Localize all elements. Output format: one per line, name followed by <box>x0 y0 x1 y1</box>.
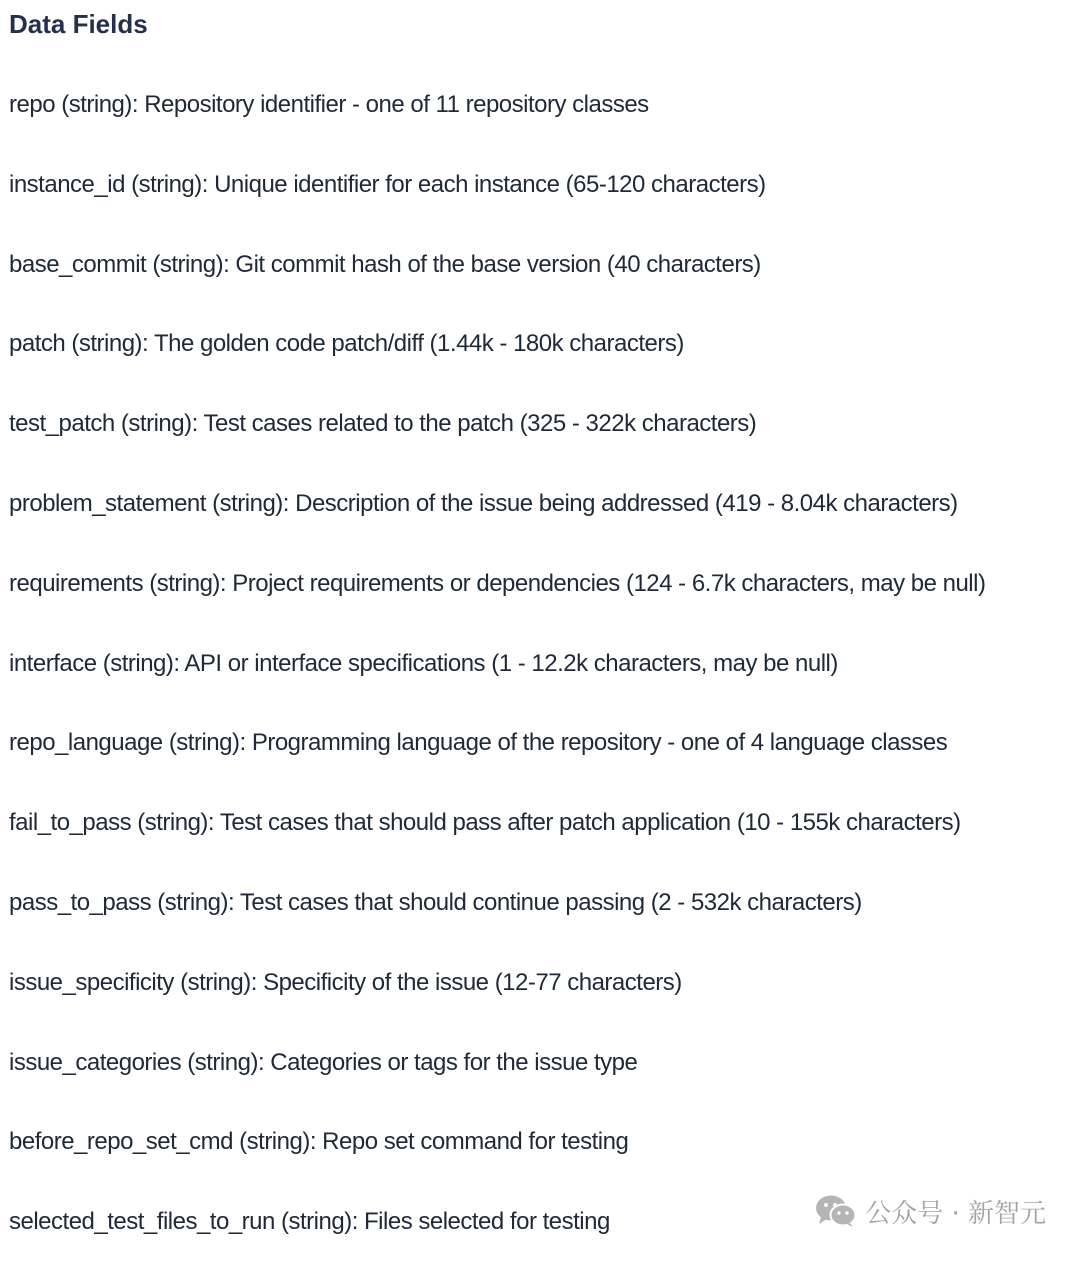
field-item-issue-categories: issue_categories (string): Categories or tags for the issue type <box>9 1048 638 1076</box>
field-item-fail-to-pass: fail_to_pass (string): Test cases that should pass after patch application (10 - 155k characters) <box>9 809 961 837</box>
watermark <box>815 1191 1046 1231</box>
field-item-patch: patch (string): The golden code patch/diff (1.44k - 180k characters) <box>9 330 684 358</box>
watermark-text: 公众号 · 新智元 <box>865 1198 1046 1229</box>
field-item-base-commit: base_commit (string): Git commit hash of the base version (40 characters) <box>9 250 761 278</box>
section-title: Data Fields <box>9 9 148 39</box>
wechat-icon <box>815 1194 857 1228</box>
field-item-problem-statement: problem_statement (string): Description of the issue being addressed (419 - 8.04k characters) <box>9 489 958 517</box>
field-item-repo-language: repo_language (string): Programming language of the repository - one of 4 language classes <box>9 729 948 757</box>
field-item-pass-to-pass: pass_to_pass (string): Test cases that should continue passing (2 - 532k characters) <box>9 888 862 916</box>
field-list <box>9 86 985 1283</box>
field-item-test-patch: test_patch (string): Test cases related to the patch (325 - 322k characters) <box>9 410 757 438</box>
field-item-before-repo-set-cmd: before_repo_set_cmd (string): Repo set command for testing <box>9 1128 629 1156</box>
field-item-repo: repo (string): Repository identifier - one of 11 repository classes <box>9 91 649 118</box>
field-item-issue-specificity: issue_specificity (string): Specificity of the issue (12-77 characters) <box>9 968 682 996</box>
field-item-requirements: requirements (string): Project requirements or dependencies (124 - 6.7k characters, may be null) <box>9 569 986 597</box>
field-item-instance-id: instance_id (string): Unique identifier for each instance (65-120 characters) <box>9 170 766 198</box>
field-item-interface: interface (string): API or interface specifications (1 - 12.2k characters, may be null) <box>9 649 838 677</box>
field-item-selected-test-files: selected_test_files_to_run (string): Files selected for testing <box>9 1208 610 1236</box>
